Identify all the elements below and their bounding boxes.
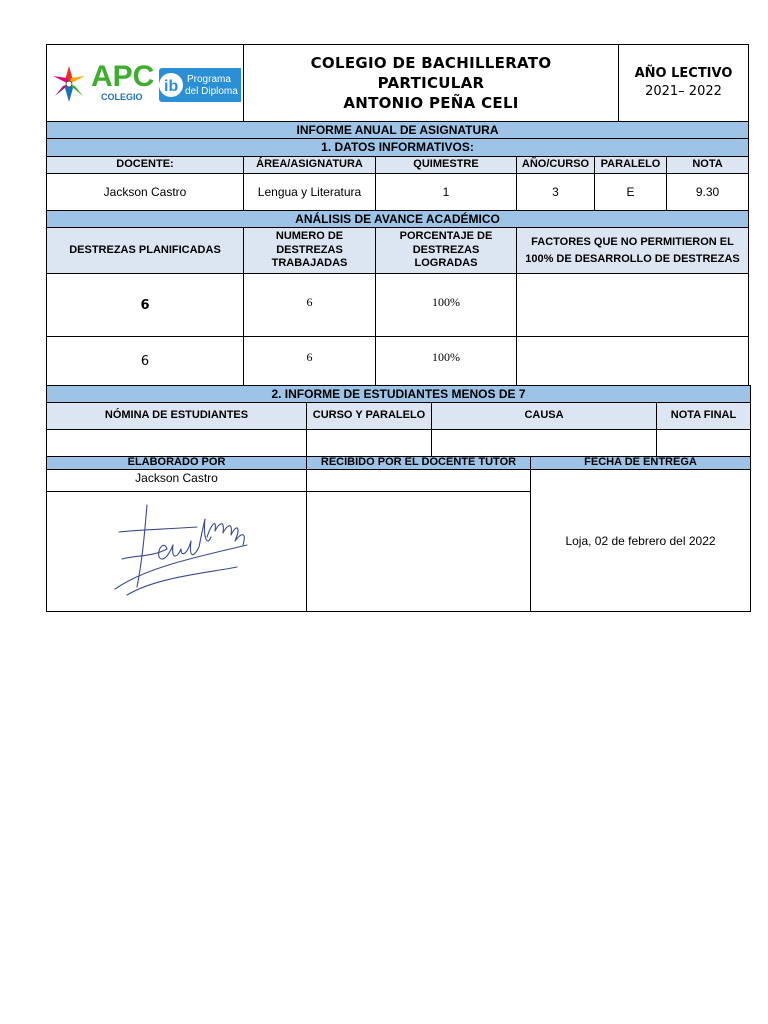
students-row-causa xyxy=(431,429,657,457)
students-header-nomina: NÓMINA DE ESTUDIANTES xyxy=(46,402,307,430)
ib-program-line1: Programa xyxy=(187,74,231,85)
students-header-curso: CURSO Y PARALELO xyxy=(306,402,432,430)
info-value-quimestre: 1 xyxy=(375,173,517,211)
recibido-name-cell xyxy=(306,469,531,492)
info-value-docente: Jackson Castro xyxy=(46,173,244,211)
students-row-nomina xyxy=(46,429,307,457)
ib-program-line2: del Diploma xyxy=(185,86,238,97)
info-header-docente: DOCENTE: xyxy=(46,156,244,174)
analysis-row1-logradas: 100% xyxy=(375,273,517,337)
recibido-signature-cell xyxy=(306,491,531,612)
analysis-row1-planificadas: 6 xyxy=(46,273,244,337)
students-header-causa: CAUSA xyxy=(431,402,657,430)
analysis-row1-factores xyxy=(516,273,749,337)
analysis-title: ANÁLISIS DE AVANCE ACADÉMICO xyxy=(46,210,749,228)
analysis-row2-trabajadas: 6 xyxy=(243,336,376,386)
analysis-header-planificadas: DESTREZAS PLANIFICADAS xyxy=(46,227,244,274)
students-row-curso xyxy=(306,429,432,457)
logo-cell xyxy=(46,44,244,122)
signature-image xyxy=(107,497,287,607)
students-row-nota xyxy=(656,429,751,457)
school-title-line3: ANTONIO PEÑA CELI xyxy=(343,94,519,112)
colegio-logo-text: COLEGIO xyxy=(101,92,143,102)
analysis-header-trabajadas: NUMERO DE DESTREZAS TRABAJADAS xyxy=(243,227,376,274)
info-header-paralelo: PARALELO xyxy=(594,156,667,174)
school-title-line2: PARTICULAR xyxy=(377,74,485,92)
fecha-entrega: Loja, 02 de febrero del 2022 xyxy=(530,469,751,612)
info-value-nota: 9.30 xyxy=(666,173,749,211)
footer-header-recibido: RECIBIDO POR EL DOCENTE TUTOR xyxy=(306,456,531,470)
apc-logo-icon xyxy=(51,48,241,118)
students-header-nota: NOTA FINAL xyxy=(656,402,751,430)
analysis-header-factores: FACTORES QUE NO PERMITIERON EL 100% DE DESARROLLO DE DESTREZAS xyxy=(516,227,749,274)
section1-title: 1. DATOS INFORMATIVOS: xyxy=(46,138,749,157)
apc-logo-text: APC xyxy=(91,60,155,93)
info-value-area: Lengua y Literatura xyxy=(243,173,376,211)
info-header-nota: NOTA xyxy=(666,156,749,174)
footer-header-elaborado: ELABORADO POR xyxy=(46,456,307,470)
school-year xyxy=(618,44,749,122)
ib-logo-text: ib xyxy=(164,78,179,95)
section2-title: 2. INFORME DE ESTUDIANTES MENOS DE 7 xyxy=(46,385,751,403)
analysis-header-logradas: PORCENTAJE DE DESTREZAS LOGRADAS xyxy=(375,227,517,274)
elaborado-name: Jackson Castro xyxy=(46,469,307,492)
signature-cell xyxy=(46,491,307,612)
info-value-ano-curso: 3 xyxy=(516,173,595,211)
report-title: INFORME ANUAL DE ASIGNATURA xyxy=(46,121,749,139)
analysis-row2-logradas: 100% xyxy=(375,336,517,386)
info-header-area: ÁREA/ASIGNATURA xyxy=(243,156,376,174)
school-year-value: 2021– 2022 xyxy=(645,84,722,99)
analysis-row2-planificadas: 6 xyxy=(46,336,244,386)
analysis-row2-factores xyxy=(516,336,749,386)
info-header-quimestre: QUIMESTRE xyxy=(375,156,517,174)
school-title xyxy=(243,44,619,122)
footer-header-fecha: FECHA DE ENTREGA xyxy=(530,456,751,470)
school-year-label: AÑO LECTIVO xyxy=(634,66,733,81)
info-value-paralelo: E xyxy=(594,173,667,211)
school-title-line1: COLEGIO DE BACHILLERATO xyxy=(310,54,552,72)
analysis-row1-trabajadas: 6 xyxy=(243,273,376,337)
info-header-ano-curso: AÑO/CURSO xyxy=(516,156,595,174)
